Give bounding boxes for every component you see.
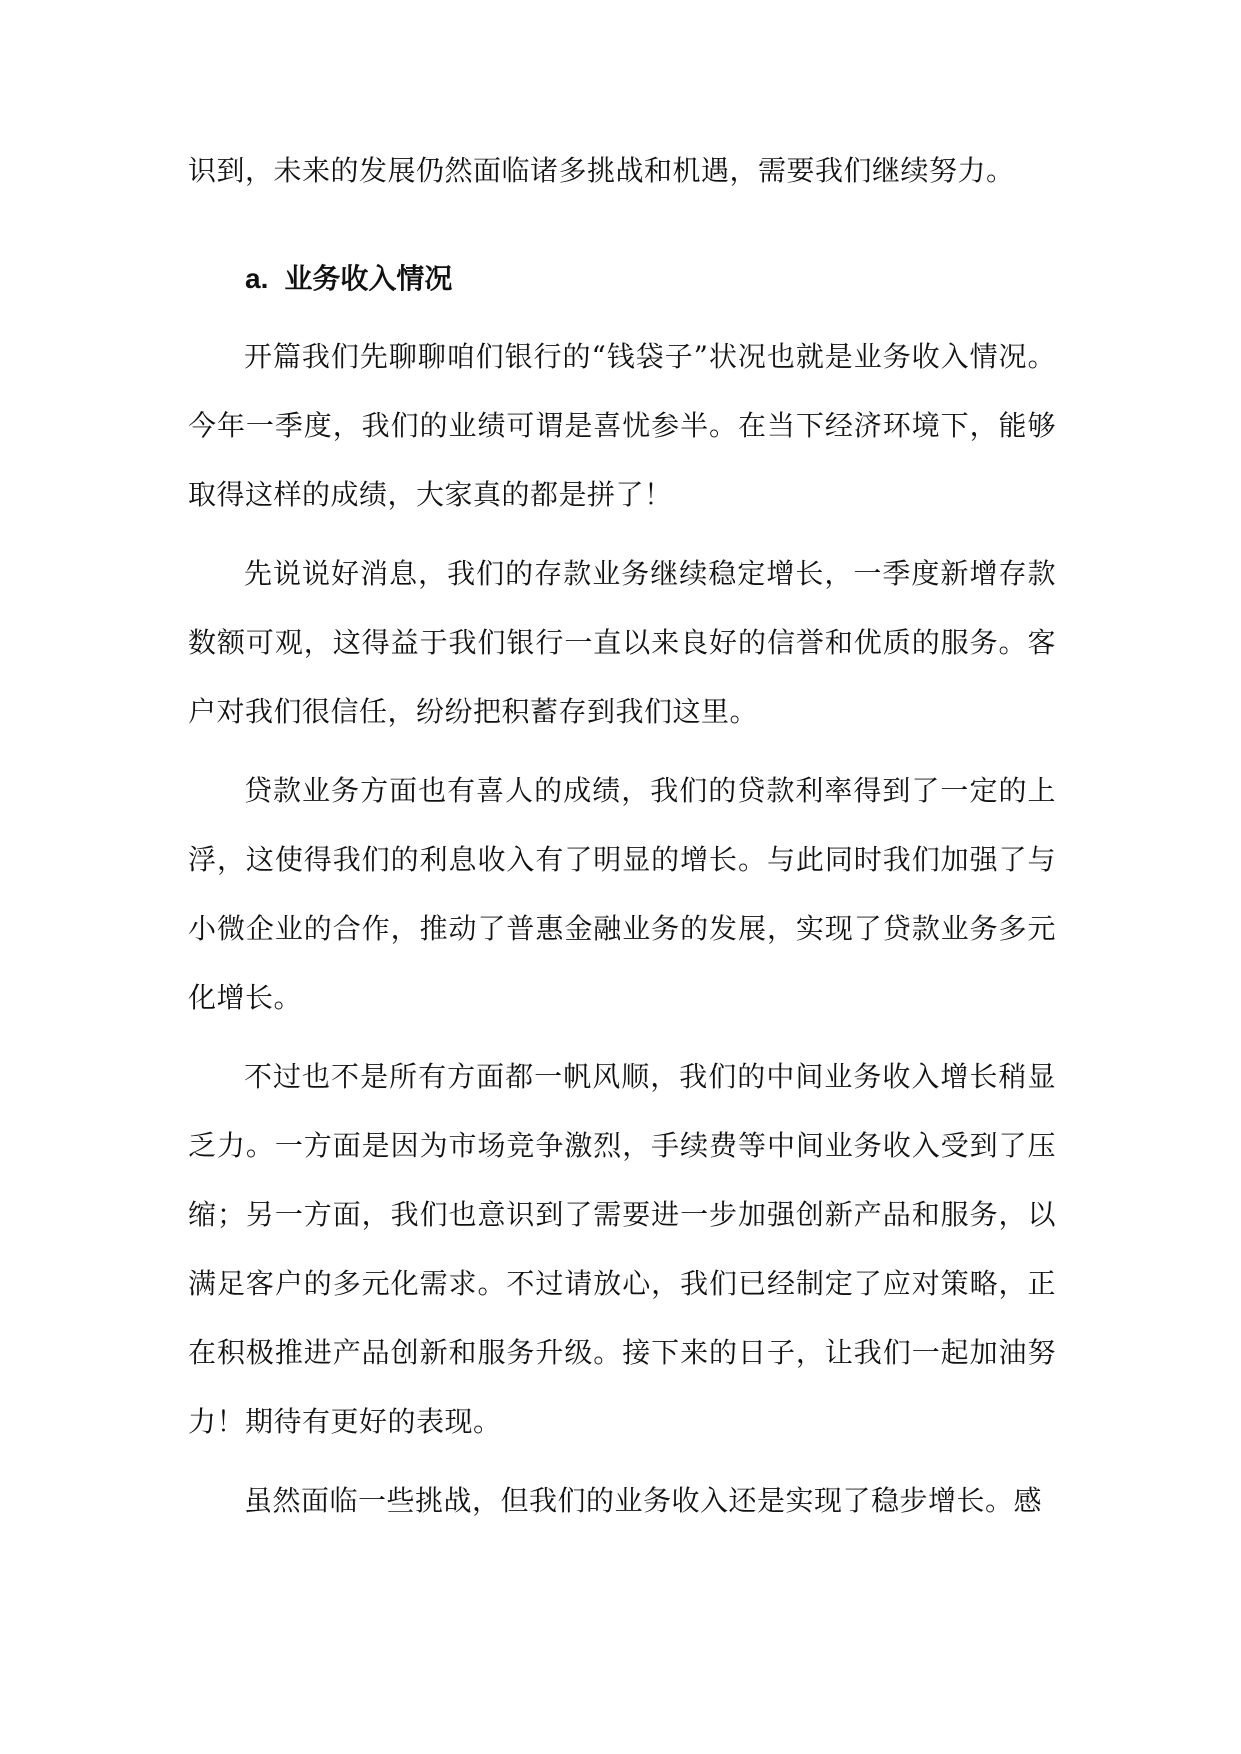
paragraph: 虽然面临一些挑战，但我们的业务收入还是实现了稳步增长。感: [244, 1484, 1043, 1517]
paragraph: 先说说好消息，我们的存款业务继续稳定增长，一季度新增存款数额可观，这得益于我们银行一直以来良好的信誉和优质的服务。客户对我们很信任，纷纷把积蓄存到我们这里。: [188, 557, 1056, 728]
section-heading: [245, 244, 452, 313]
body-text: [188, 322, 1056, 1535]
section-title: 业务收入情况: [284, 262, 453, 295]
section-marker: a.: [245, 263, 269, 294]
paragraph: 贷款业务方面也有喜人的成绩，我们的贷款利率得到了一定的上浮，这使得我们的利息收入有了明显的增长。与此同时我们加强了与小微企业的合作，推动了普惠金融业务的发展，实现了贷款业务多元化增长。: [188, 774, 1056, 1014]
paragraph: 开篇我们先聊聊咱们银行的“钱袋子”状况也就是业务收入情况。今年一季度，我们的业绩可谓是喜忧参半。在当下经济环境下，能够取得这样的成绩，大家真的都是拼了！: [188, 340, 1056, 511]
paragraph: 不过也不是所有方面都一帆风顺，我们的中间业务收入增长稍显乏力。一方面是因为市场竞争激烈，手续费等中间业务收入受到了压缩；另一方面，我们也意识到了需要进一步加强创新产品和服务，以满足客户的多元化需求。不过请放心，我们已经制定了应对策略，正在积极推进产品创新和服务升级。接下来的日子，让我们一起加油努力！期待有更好的表现。: [188, 1060, 1056, 1438]
intro-line: 识到，未来的发展仍然面临诸多挑战和机遇，需要我们继续努力。: [188, 154, 1015, 187]
